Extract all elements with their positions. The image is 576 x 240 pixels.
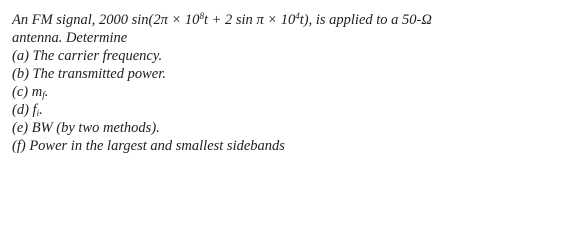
part-c bbox=[12, 83, 568, 101]
problem-statement bbox=[12, 11, 568, 155]
part-tail: . bbox=[44, 84, 49, 100]
intro-suffix: t), is applied to a 50- bbox=[299, 12, 422, 28]
part-text: f bbox=[32, 102, 37, 118]
exponent-8: 8 bbox=[199, 11, 204, 21]
part-a bbox=[12, 47, 568, 65]
problem-intro-line-1 bbox=[12, 11, 568, 29]
part-label: (d) bbox=[12, 102, 29, 118]
intro-middle: t + 2 sin bbox=[203, 12, 257, 28]
part-text: The transmitted power. bbox=[32, 66, 166, 82]
part-e bbox=[12, 119, 568, 137]
pi-symbol: π bbox=[256, 12, 264, 28]
intro-times-2: × 10 bbox=[263, 12, 296, 28]
ohm-symbol: Ω bbox=[421, 12, 432, 28]
problem-intro-line-2: antenna. Determine bbox=[12, 30, 128, 46]
part-label: (b) bbox=[12, 66, 29, 82]
part-text: m bbox=[31, 84, 43, 100]
part-text: BW (by two methods). bbox=[31, 120, 160, 136]
intro-times-1: × 10 bbox=[167, 12, 200, 28]
part-text: Power in the largest and smallest sidebands bbox=[29, 138, 285, 154]
part-label: (a) bbox=[12, 48, 29, 64]
part-tail: . bbox=[39, 102, 43, 118]
part-text: The carrier frequency. bbox=[32, 48, 163, 64]
part-label: (c) bbox=[12, 84, 29, 100]
subscript-f: f bbox=[42, 90, 45, 100]
pi-symbol: π bbox=[160, 12, 168, 28]
part-b bbox=[12, 65, 568, 83]
intro-prefix: An FM signal, 2000 sin(2 bbox=[12, 12, 161, 28]
exponent-4: 4 bbox=[295, 11, 300, 21]
subscript-i: i bbox=[36, 108, 40, 118]
part-d bbox=[12, 101, 568, 119]
part-label: (f) bbox=[12, 138, 26, 154]
part-label: (e) bbox=[12, 120, 29, 136]
part-f bbox=[12, 137, 568, 155]
